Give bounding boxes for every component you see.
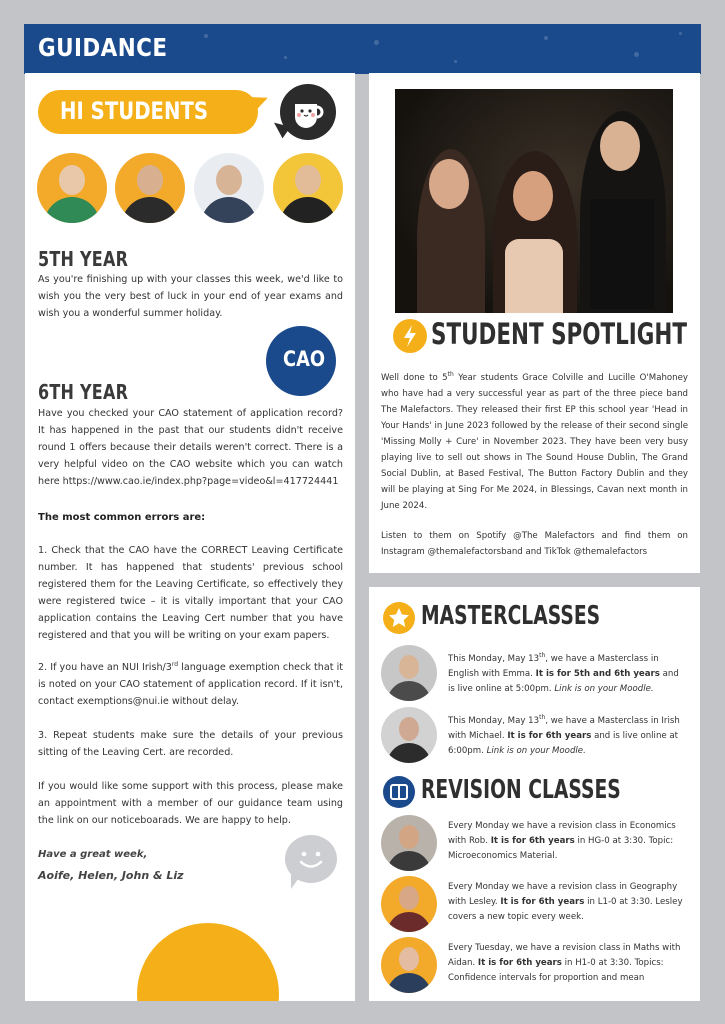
book-icon	[383, 776, 415, 808]
masterclass-irish	[381, 707, 691, 767]
staff-photo-aoife	[37, 153, 107, 223]
spotlight-story: Well done to 5th Year students Grace Colville and Lucille O'Mahoney who have had a very successful year as part of the three piece band The Malefactors. They released their first EP this school year 'Head in Your Hands' in June 2023 followed by the release of their second single 'Missing Molly + Cure' in November 2023. They have been very busy playing live to sell out shows in The Sound House Dublin, The Grand Social Dublin, at Based Festival, The Button Factory Dublin and they will be playing at Sing For Me 2024, in Blessings, Cavan next month in June 2024.	[381, 371, 688, 511]
revision-classes-title: REVISION CLASSES	[421, 775, 621, 805]
masterclass-english-text: This Monday, May 13th, we have a Masterclass in English with Emma. It is for 5th and 6th years and is live online at 5:00pm. Link is on your Moodle.	[448, 652, 679, 694]
staff-photo-liz	[273, 153, 343, 223]
classes-panel	[369, 587, 700, 1001]
sixth-year-intro: Have you checked your CAO statement of application record? It has happened in the past that our students didn't receive round 1 offers because their details weren't correct. There is a very helpful video on the CAO website which you can watch here https://www.cao.ie/index.php?page=video&l=417724441	[38, 408, 343, 487]
cao-badge-label: CAO	[283, 347, 326, 371]
teacher-photo-rob	[381, 815, 437, 871]
revision-geography	[381, 876, 691, 936]
revision-maths	[381, 937, 691, 997]
masterclass-irish-text: This Monday, May 13th, we have a Masterclass in Irish with Michael. It is for 6th years and is live online at 6:00pm. Link is on your Moodle.	[448, 714, 680, 756]
guidance-header	[24, 24, 701, 74]
staff-photos	[37, 153, 347, 225]
spotlight-title: STUDENT SPOTLIGHT	[431, 317, 688, 351]
signoff-line-1: Have a great week,	[38, 849, 148, 860]
teacher-photo-michael	[381, 707, 437, 763]
support-text: If you would like some support with this process, please make an appointment with a member of our guidance team using the link on our noticeboarads. We are happy to help.	[38, 781, 343, 826]
band-photo	[395, 89, 673, 313]
student-spotlight-panel	[369, 73, 700, 573]
lightning-star-icon	[393, 319, 427, 353]
fifth-year-text: As you're finishing up with your classes this week, we'd like to wish you the very best of luck in your end of year exams and wish you a wonderful summer holiday.	[38, 274, 343, 319]
sixth-year-heading: 6TH YEAR	[38, 380, 129, 404]
revision-maths-text: Every Tuesday, we have a revision class in Maths with Aidan. It is for 6th years in H1-0 at 3:30. Topics: Confidence intervals for proportion and mean	[448, 943, 681, 983]
star-icon	[383, 602, 415, 634]
revision-geography-text: Every Monday we have a revision class in Geography with Lesley. It is for 6th years in L1-0 at 3:30. Lesley covers a new topic every week.	[448, 882, 683, 922]
staff-photo-john	[194, 153, 264, 223]
header-title: GUIDANCE	[38, 33, 168, 62]
revision-economics	[381, 815, 691, 875]
error-3-text: 3. Repeat students make sure the details of your previous sitting of the Leaving Cert. are recorded.	[38, 730, 343, 758]
masterclasses-title: MASTERCLASSES	[421, 601, 601, 631]
teacher-photo-emma	[381, 645, 437, 701]
hi-students-title: HI STUDENTS	[60, 97, 209, 125]
signoff-names: Aoife, Helen, John & Liz	[38, 869, 184, 882]
masterclass-english	[381, 645, 691, 705]
spotlight-socials: Listen to them on Spotify @The Malefactors and find them on Instagram @themalefactorsband and TikTok @themalefactors	[381, 531, 688, 557]
guidance-panel	[25, 73, 355, 1001]
common-errors-heading: The most common errors are:	[38, 512, 206, 523]
staff-photo-helen	[115, 153, 185, 223]
teacher-photo-lesley	[381, 876, 437, 932]
teacher-photo-aidan	[381, 937, 437, 993]
smiley-bubble-icon	[285, 835, 337, 883]
revision-economics-text: Every Monday we have a revision class in Economics with Rob. It is for 6th years in HG-0 at 3:30. Topic: Microeconomics Material.	[448, 821, 676, 861]
fifth-year-heading: 5TH YEAR	[38, 247, 129, 271]
sun-decoration	[137, 923, 279, 1001]
error-1-text: 1. Check that the CAO have the CORRECT Leaving Certificate number. It has happened that students' previous school registered them for the Leaving Certificate, so effectively they were registered twice – it is vitally important that your CAO application contains the Leaving Cert number that you have registered and that you will be writing on your exam papers.	[38, 545, 343, 641]
coffee-cup-icon	[280, 84, 336, 140]
error-2-text: 2. If you have an NUI Irish/3rd language exemption check that it is noted on your CAO statement of application record. If it isn't, contact exemptions@nui.ie without delay.	[38, 660, 343, 707]
